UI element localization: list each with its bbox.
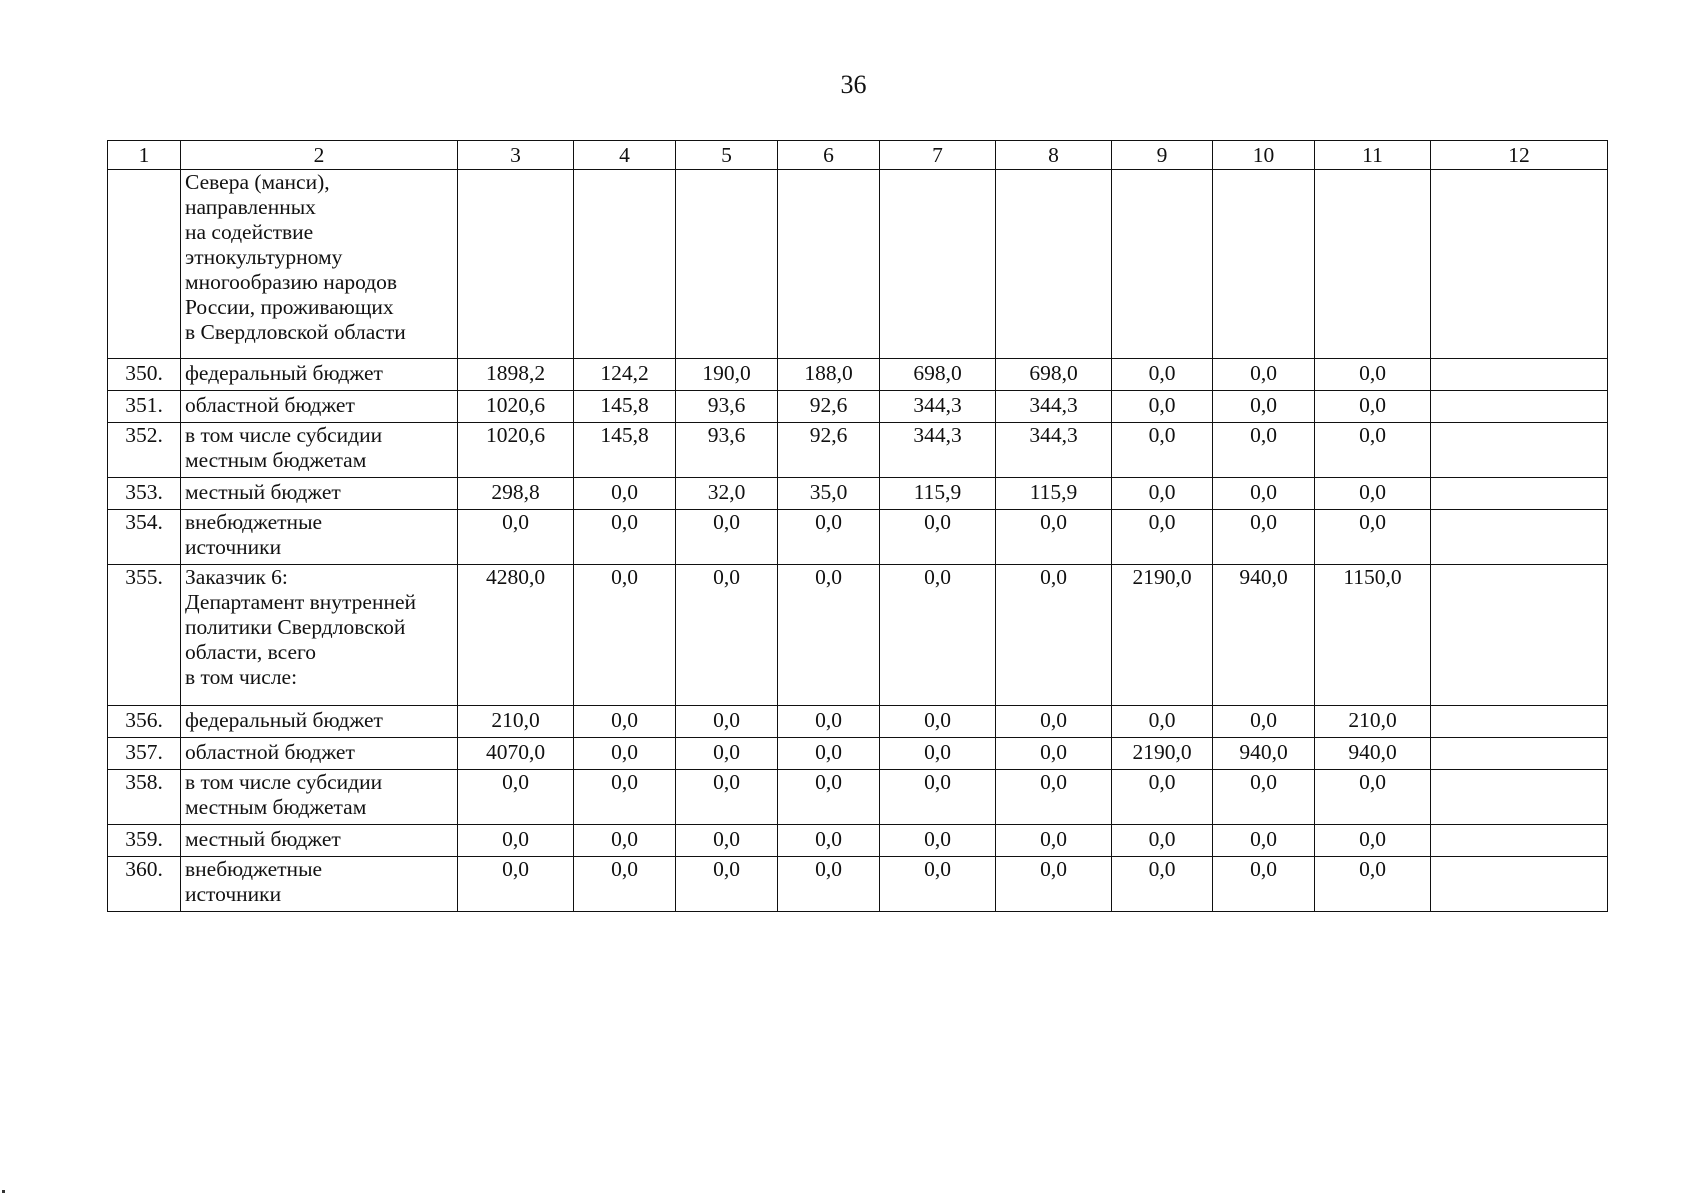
value-cell: 0,0 xyxy=(574,825,676,857)
row-name xyxy=(181,423,458,478)
value-cell: 0,0 xyxy=(574,857,676,912)
value-cell: 0,0 xyxy=(1213,510,1315,565)
value-cell: 298,8 xyxy=(458,478,574,510)
value-cell: 93,6 xyxy=(676,423,778,478)
value-cell: 0,0 xyxy=(778,857,880,912)
row-name xyxy=(181,706,458,738)
row-number: 359. xyxy=(108,825,181,857)
value-cell: 0,0 xyxy=(1112,857,1213,912)
row-number: 350. xyxy=(108,359,181,391)
value-cell xyxy=(1431,478,1608,510)
value-cell: 93,6 xyxy=(676,391,778,423)
value-cell: 1898,2 xyxy=(458,359,574,391)
value-cell: 0,0 xyxy=(778,565,880,706)
name-line: источники xyxy=(185,535,282,559)
value-cell xyxy=(458,170,574,359)
value-cell: 940,0 xyxy=(1213,738,1315,770)
value-cell xyxy=(574,170,676,359)
value-cell: 1020,6 xyxy=(458,423,574,478)
name-line: федеральный бюджет xyxy=(185,708,383,732)
header-cell: 1 xyxy=(108,141,181,170)
value-cell xyxy=(1315,170,1431,359)
row-name xyxy=(181,391,458,423)
value-cell xyxy=(880,170,996,359)
header-cell: 9 xyxy=(1112,141,1213,170)
value-cell: 0,0 xyxy=(996,510,1112,565)
value-cell: 698,0 xyxy=(996,359,1112,391)
name-line: областной бюджет xyxy=(185,393,355,417)
value-cell: 115,9 xyxy=(880,478,996,510)
value-cell: 0,0 xyxy=(1315,825,1431,857)
header-cell: 6 xyxy=(778,141,880,170)
header-cell: 3 xyxy=(458,141,574,170)
value-cell: 0,0 xyxy=(1213,359,1315,391)
row-number: 351. xyxy=(108,391,181,423)
value-cell: 0,0 xyxy=(676,510,778,565)
name-line: в Свердловской области xyxy=(185,320,406,344)
value-cell: 0,0 xyxy=(676,770,778,825)
value-cell xyxy=(1431,391,1608,423)
value-cell: 0,0 xyxy=(778,510,880,565)
value-cell xyxy=(1431,770,1608,825)
value-cell: 698,0 xyxy=(880,359,996,391)
value-cell: 115,9 xyxy=(996,478,1112,510)
value-cell: 188,0 xyxy=(778,359,880,391)
value-cell xyxy=(1431,857,1608,912)
value-cell: 0,0 xyxy=(1315,770,1431,825)
name-line: внебюджетные xyxy=(185,857,323,881)
name-line: на содействие xyxy=(185,220,314,244)
name-line: в том числе: xyxy=(185,665,298,689)
header-cell: 5 xyxy=(676,141,778,170)
value-cell: 0,0 xyxy=(676,565,778,706)
row-name xyxy=(181,510,458,565)
name-line: областной бюджет xyxy=(185,740,355,764)
value-cell: 0,0 xyxy=(996,770,1112,825)
value-cell xyxy=(1112,170,1213,359)
value-cell: 0,0 xyxy=(1315,359,1431,391)
table-row xyxy=(108,738,1608,770)
value-cell: 0,0 xyxy=(996,825,1112,857)
value-cell: 2190,0 xyxy=(1112,738,1213,770)
header-row xyxy=(108,141,1608,170)
value-cell: 344,3 xyxy=(880,423,996,478)
value-cell xyxy=(1431,565,1608,706)
value-cell xyxy=(1431,170,1608,359)
value-cell: 1150,0 xyxy=(1315,565,1431,706)
header-cell: 12 xyxy=(1431,141,1608,170)
value-cell: 0,0 xyxy=(880,857,996,912)
value-cell: 0,0 xyxy=(1213,825,1315,857)
value-cell: 0,0 xyxy=(574,565,676,706)
name-line: России, проживающих xyxy=(185,295,394,319)
value-cell: 0,0 xyxy=(778,706,880,738)
name-line: в том числе субсидии xyxy=(185,770,383,794)
value-cell: 0,0 xyxy=(1213,391,1315,423)
value-cell xyxy=(1431,706,1608,738)
table-body xyxy=(108,170,1608,912)
value-cell: 124,2 xyxy=(574,359,676,391)
value-cell: 0,0 xyxy=(996,738,1112,770)
value-cell: 344,3 xyxy=(880,391,996,423)
header-cell: 2 xyxy=(181,141,458,170)
value-cell: 0,0 xyxy=(880,738,996,770)
row-name xyxy=(181,359,458,391)
name-line: многообразию народов xyxy=(185,270,398,294)
value-cell: 0,0 xyxy=(996,857,1112,912)
value-cell: 0,0 xyxy=(1315,423,1431,478)
value-cell: 0,0 xyxy=(676,825,778,857)
value-cell: 32,0 xyxy=(676,478,778,510)
value-cell: 0,0 xyxy=(880,825,996,857)
value-cell: 940,0 xyxy=(1315,738,1431,770)
value-cell: 0,0 xyxy=(1112,359,1213,391)
value-cell: 0,0 xyxy=(458,857,574,912)
value-cell xyxy=(676,170,778,359)
header-cell: 4 xyxy=(574,141,676,170)
value-cell: 0,0 xyxy=(778,770,880,825)
value-cell: 0,0 xyxy=(1112,770,1213,825)
table-row xyxy=(108,510,1608,565)
table-row xyxy=(108,565,1608,706)
row-name xyxy=(181,825,458,857)
row-number: 352. xyxy=(108,423,181,478)
value-cell: 0,0 xyxy=(676,706,778,738)
name-line: направленных xyxy=(185,195,316,219)
row-name xyxy=(181,738,458,770)
value-cell: 0,0 xyxy=(1112,825,1213,857)
value-cell: 0,0 xyxy=(574,510,676,565)
row-number: 355. xyxy=(108,565,181,706)
name-line: местный бюджет xyxy=(185,480,341,504)
value-cell xyxy=(1431,359,1608,391)
row-name xyxy=(181,857,458,912)
header-cell: 7 xyxy=(880,141,996,170)
row-name xyxy=(181,478,458,510)
table-row xyxy=(108,478,1608,510)
name-line: Севера (манси), xyxy=(185,170,330,194)
value-cell: 0,0 xyxy=(574,738,676,770)
name-line: внебюджетные xyxy=(185,510,323,534)
value-cell xyxy=(778,170,880,359)
table-row xyxy=(108,770,1608,825)
budget-table xyxy=(107,140,1608,912)
value-cell: 0,0 xyxy=(676,738,778,770)
value-cell xyxy=(996,170,1112,359)
continuation-row xyxy=(108,170,1608,359)
name-line: политики Свердловской xyxy=(185,615,406,639)
table-row xyxy=(108,391,1608,423)
value-cell: 0,0 xyxy=(1112,510,1213,565)
value-cell: 145,8 xyxy=(574,423,676,478)
value-cell: 1020,6 xyxy=(458,391,574,423)
value-cell xyxy=(1213,170,1315,359)
value-cell: 344,3 xyxy=(996,391,1112,423)
value-cell: 0,0 xyxy=(778,738,880,770)
value-cell: 0,0 xyxy=(880,706,996,738)
page-number: 36 xyxy=(840,70,867,99)
value-cell xyxy=(1431,423,1608,478)
header-cell: 10 xyxy=(1213,141,1315,170)
header-cell: 8 xyxy=(996,141,1112,170)
row-name xyxy=(181,770,458,825)
value-cell: 0,0 xyxy=(1213,423,1315,478)
value-cell: 0,0 xyxy=(458,770,574,825)
name-line: Заказчик 6: xyxy=(185,565,288,589)
row-number: 356. xyxy=(108,706,181,738)
value-cell xyxy=(1431,510,1608,565)
value-cell: 0,0 xyxy=(1213,857,1315,912)
value-cell: 0,0 xyxy=(880,770,996,825)
table-header xyxy=(108,141,1608,170)
value-cell: 344,3 xyxy=(996,423,1112,478)
name-line: источники xyxy=(185,882,282,906)
name-line: в том числе субсидии xyxy=(185,423,383,447)
value-cell: 0,0 xyxy=(458,825,574,857)
value-cell: 0,0 xyxy=(1315,857,1431,912)
name-line: местным бюджетам xyxy=(185,795,367,819)
value-cell: 0,0 xyxy=(574,706,676,738)
value-cell: 92,6 xyxy=(778,391,880,423)
scan-speck xyxy=(2,1190,5,1193)
value-cell xyxy=(1431,738,1608,770)
name-line: местный бюджет xyxy=(185,827,341,851)
value-cell: 0,0 xyxy=(1315,478,1431,510)
row-number: 358. xyxy=(108,770,181,825)
value-cell: 210,0 xyxy=(458,706,574,738)
value-cell: 0,0 xyxy=(1315,510,1431,565)
value-cell: 4070,0 xyxy=(458,738,574,770)
value-cell: 0,0 xyxy=(574,770,676,825)
header-cell: 11 xyxy=(1315,141,1431,170)
value-cell: 35,0 xyxy=(778,478,880,510)
value-cell: 0,0 xyxy=(1112,478,1213,510)
value-cell xyxy=(1431,825,1608,857)
value-cell: 0,0 xyxy=(778,825,880,857)
name-line: федеральный бюджет xyxy=(185,361,383,385)
row-number xyxy=(108,170,181,359)
value-cell: 0,0 xyxy=(1112,423,1213,478)
value-cell: 0,0 xyxy=(880,565,996,706)
value-cell: 940,0 xyxy=(1213,565,1315,706)
table-row xyxy=(108,825,1608,857)
row-number: 353. xyxy=(108,478,181,510)
value-cell: 210,0 xyxy=(1315,706,1431,738)
row-name xyxy=(181,565,458,706)
table-row xyxy=(108,857,1608,912)
value-cell: 0,0 xyxy=(1213,706,1315,738)
row-number: 357. xyxy=(108,738,181,770)
table-row xyxy=(108,706,1608,738)
value-cell: 0,0 xyxy=(880,510,996,565)
value-cell: 0,0 xyxy=(996,706,1112,738)
value-cell: 145,8 xyxy=(574,391,676,423)
value-cell: 0,0 xyxy=(458,510,574,565)
name-line: этнокультурному xyxy=(185,245,343,269)
value-cell: 0,0 xyxy=(996,565,1112,706)
value-cell: 0,0 xyxy=(1112,706,1213,738)
table-row xyxy=(108,423,1608,478)
row-number: 354. xyxy=(108,510,181,565)
row-name xyxy=(181,170,458,359)
table-row xyxy=(108,359,1608,391)
value-cell: 4280,0 xyxy=(458,565,574,706)
value-cell: 2190,0 xyxy=(1112,565,1213,706)
value-cell: 0,0 xyxy=(1315,391,1431,423)
name-line: местным бюджетам xyxy=(185,448,367,472)
row-number: 360. xyxy=(108,857,181,912)
value-cell: 0,0 xyxy=(676,857,778,912)
value-cell: 0,0 xyxy=(1213,770,1315,825)
value-cell: 0,0 xyxy=(574,478,676,510)
value-cell: 190,0 xyxy=(676,359,778,391)
value-cell: 92,6 xyxy=(778,423,880,478)
value-cell: 0,0 xyxy=(1112,391,1213,423)
name-line: Департамент внутренней xyxy=(185,590,417,614)
name-line: области, всего xyxy=(185,640,317,664)
value-cell: 0,0 xyxy=(1213,478,1315,510)
